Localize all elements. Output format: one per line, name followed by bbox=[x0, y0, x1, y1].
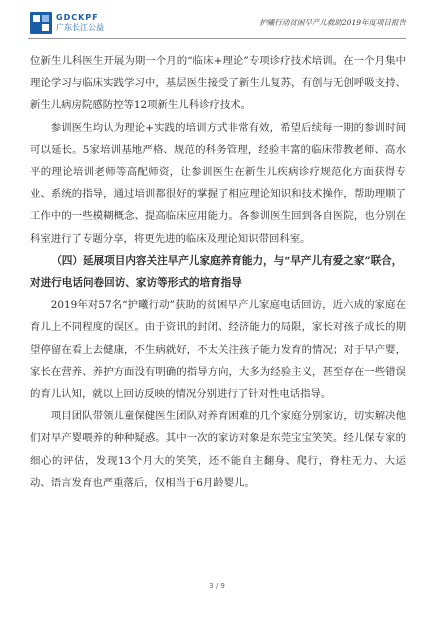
logo-english: GDCKPF bbox=[56, 13, 99, 22]
section-heading: （四）延展项目内容关注早产儿家庭养育能力，与“早产儿有爱之家”联合，对进行电话问卷回访、家访等形式的培育指导 bbox=[30, 254, 403, 290]
page-number: 3 / 9 bbox=[209, 582, 225, 590]
organization-logo bbox=[30, 12, 104, 34]
paragraph-continued: 位新生儿科医生开展为期一个月的“临床+理论”专项诊疗技术培训。在一个月集中理论学习与临床实践学习中，基层医生接受了新生儿复苏，有创与无创呼吸支持、新生儿病房院感防控等12项新生儿科诊疗技术。 bbox=[30, 55, 406, 112]
page-header bbox=[0, 0, 434, 50]
paragraph-training-feedback: 参训医生均认为理论+实践的培训方式非常有效，希望后续每一期的参训时间可以延长。5家培训基地严格、规范的科务管理，经验丰富的临床带教老师、高水平的理论培训老师等高配师资，让参训医生在新生儿疾病诊疗规范化方面获得专业、系统的指导，通过培训都很好的掌握了相应理论知识和技术操作，帮助理顺了工作中的一些模糊概念、提高临床应用能力。各参训医生回到各自医院，也分别在科室进行了专题分享，将更先进的临床及理论知识带回科室。 bbox=[30, 121, 406, 245]
paragraph-phone-followup: 2019年对57名“护曦行动”获助的贫困早产儿家庭电话回访，近六成的家庭在育儿上不同程度的误区。由于资讯的封闭、经济能力的局限，家长对孩子成长的期望停留在看上去健康，不生病就好，不太关注孩子能力发育的情况；对于早产婴，家长在营养、养护方面没有明确的指导方向，大多为经验主义，甚至存在一些错误的育儿认知，就以上回访反映的情况分别进行了针对性电话指导。 bbox=[30, 299, 406, 401]
header-divider bbox=[28, 38, 406, 39]
report-title: 护曦行动贫困早产儿救助2019年度项目报告 bbox=[259, 18, 406, 27]
page-body bbox=[30, 50, 406, 494]
logo-chinese: 广东长江公益 bbox=[56, 23, 104, 32]
logo-text bbox=[56, 13, 104, 33]
logo-mark-icon bbox=[30, 12, 52, 34]
paragraph-home-visit: 项目团队带领儿童保健医生团队对养育困难的几个家庭分别家访，切实解决他们对早产婴喂养的种种疑惑。其中一次的家访对象是东莞宝宝笑笑。经儿保专家的细心的评估，发现13个月大的笑笑，还不能自主翻身、爬行，脊柱无力、大运动、语言发育也严重落后，仅相当于6月龄婴儿。 bbox=[30, 410, 406, 489]
